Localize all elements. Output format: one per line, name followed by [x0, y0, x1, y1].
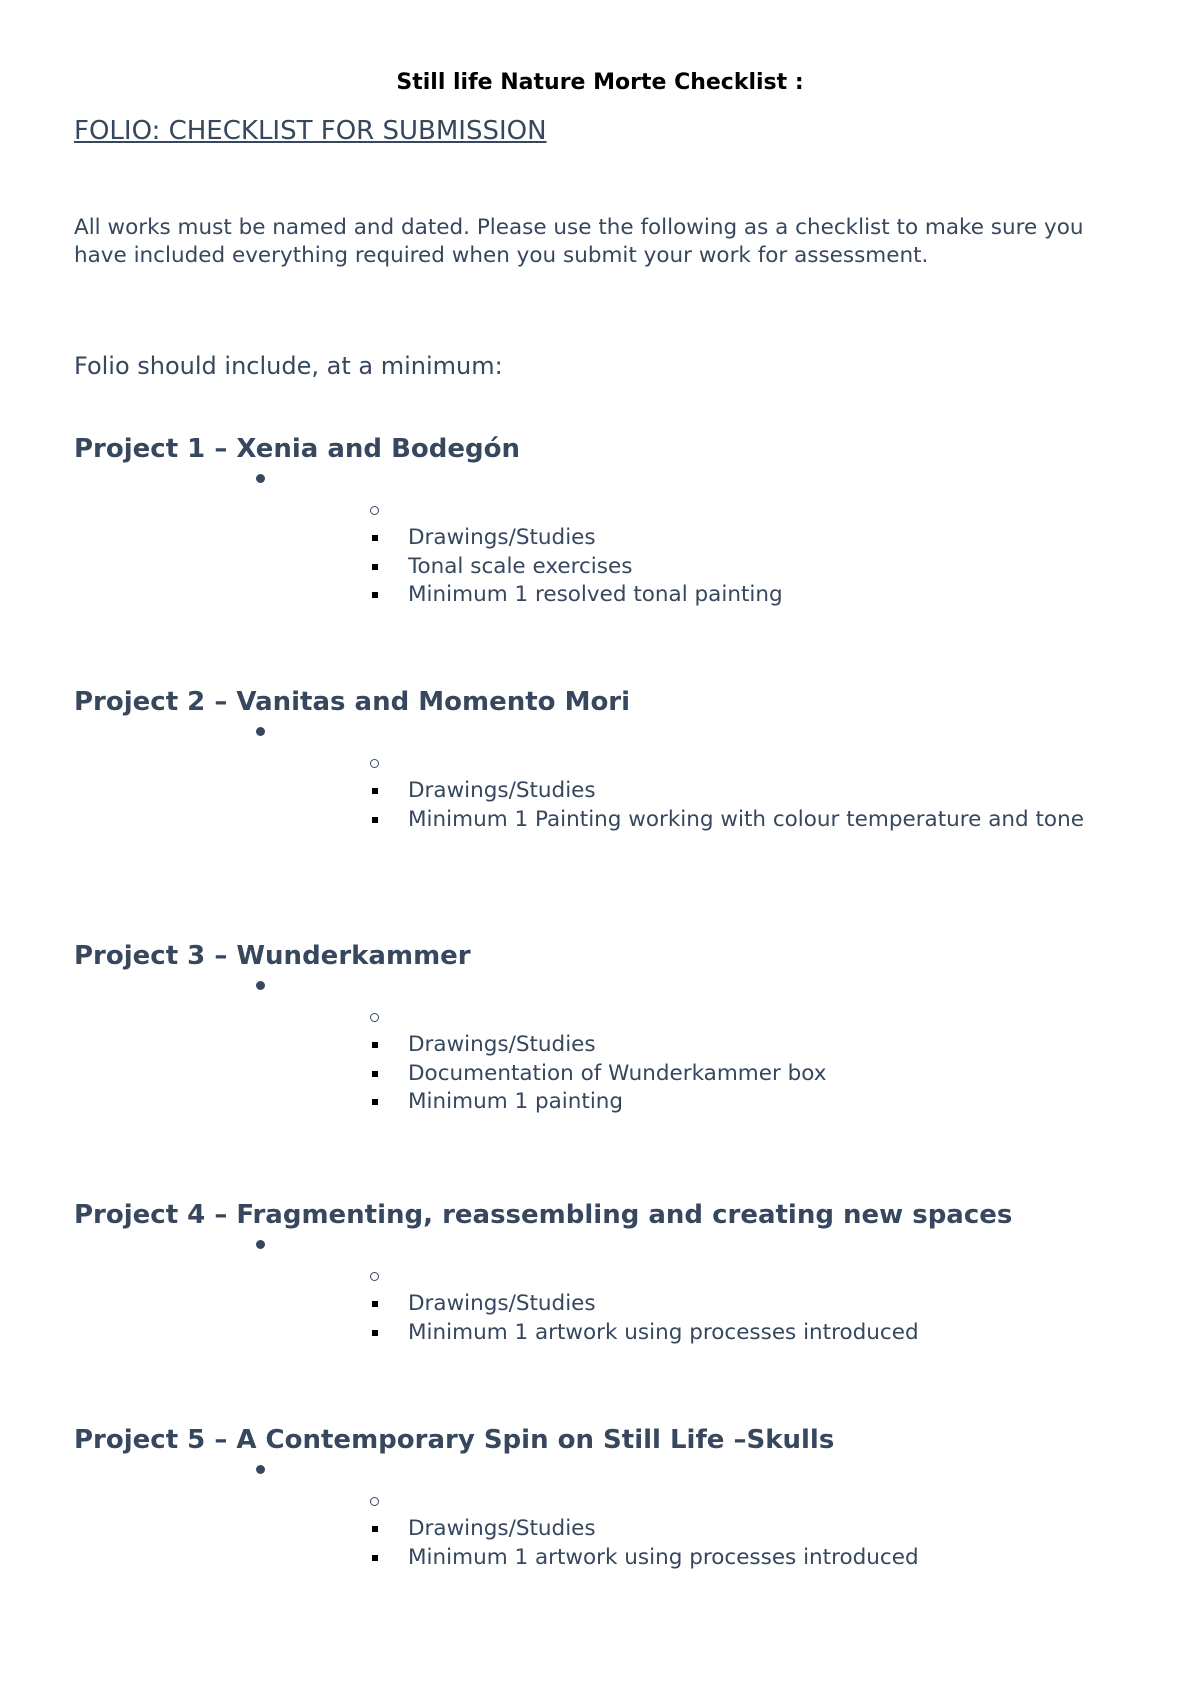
bullet-dot-icon [256, 474, 265, 483]
bullet-circle-icon [370, 759, 379, 768]
list-item [372, 1290, 1132, 1319]
list-item-label: Minimum 1 Painting working with colour temperature and tone [408, 806, 1084, 832]
bullet-dot-icon [256, 1465, 265, 1474]
list-item-label: Drawings/Studies [408, 1291, 596, 1316]
square-bullet-icon [372, 1042, 378, 1048]
list-item [372, 524, 1132, 553]
square-bullet-icon [372, 1526, 378, 1532]
document-title: Still life Nature Morte Checklist : [396, 70, 804, 95]
list-item-label: Tonal scale exercises [408, 553, 633, 579]
bullet-dot-icon [256, 1240, 265, 1249]
bullet-dot-icon [256, 981, 265, 990]
list-item [372, 1088, 1132, 1117]
list-item-label: Minimum 1 artwork using processes introduced [408, 1544, 919, 1570]
intro-paragraph: All works must be named and dated. Please use the following as a checklist to make sure you have included everything required when you submit your work for assessment. [74, 215, 1084, 268]
square-bullet-icon [372, 1071, 378, 1077]
list-item [372, 581, 1132, 610]
project-title: Project 5 – A Contemporary Spin on Still Life –Skulls [74, 1425, 835, 1455]
project-title: Project 2 – Vanitas and Momento Mori [74, 687, 631, 717]
list-item-label: Minimum 1 artwork using processes introduced [408, 1319, 919, 1345]
minimum-label: Folio should include, at a minimum: [74, 352, 503, 380]
square-bullet-icon [372, 535, 378, 541]
square-bullet-icon [372, 788, 378, 794]
project-items [372, 524, 1132, 610]
list-item-label: Drawings/Studies [408, 1516, 596, 1541]
square-bullet-icon [372, 1099, 378, 1105]
project-title: Project 1 – Xenia and Bodegón [74, 434, 520, 464]
bullet-circle-icon [370, 506, 379, 515]
list-item [372, 806, 1132, 835]
square-bullet-icon [372, 817, 378, 823]
square-bullet-icon [372, 1555, 378, 1561]
list-item [372, 1515, 1132, 1544]
list-item-label: Minimum 1 painting [408, 1089, 624, 1114]
project-title: Project 3 – Wunderkammer [74, 941, 471, 971]
list-item-label: Minimum 1 resolved tonal painting [408, 582, 783, 607]
bullet-circle-icon [370, 1272, 379, 1281]
list-item-label: Drawings/Studies [408, 525, 596, 550]
project-items [372, 1515, 1132, 1572]
bullet-circle-icon [370, 1497, 379, 1506]
list-item-label: Drawings/Studies [408, 778, 596, 803]
square-bullet-icon [372, 1301, 378, 1307]
list-item-label: Documentation of Wunderkammer box [408, 1060, 827, 1086]
list-item [372, 553, 1132, 582]
list-item [372, 1031, 1132, 1060]
project-items [372, 1031, 1132, 1117]
list-item [372, 1544, 1132, 1573]
project-items [372, 1290, 1132, 1347]
folio-heading: FOLIO: CHECKLIST FOR SUBMISSION [74, 116, 547, 146]
project-items [372, 777, 1132, 834]
list-item-label: Drawings/Studies [408, 1032, 596, 1057]
square-bullet-icon [372, 564, 378, 570]
project-title: Project 4 – Fragmenting, reassembling and creating new spaces [74, 1200, 1013, 1230]
square-bullet-icon [372, 592, 378, 598]
list-item [372, 1319, 1132, 1348]
list-item [372, 777, 1132, 806]
square-bullet-icon [372, 1330, 378, 1336]
bullet-circle-icon [370, 1013, 379, 1022]
list-item [372, 1060, 1132, 1089]
bullet-dot-icon [256, 727, 265, 736]
